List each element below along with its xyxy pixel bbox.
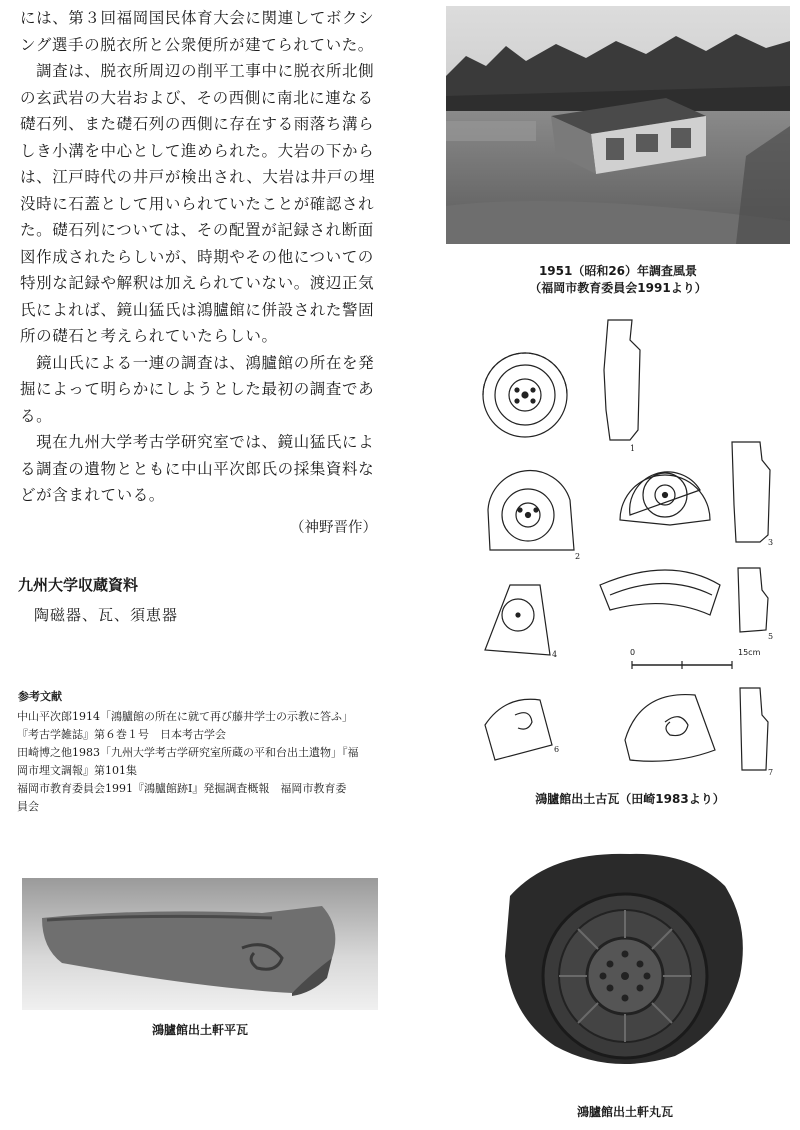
body-text-line: しき小溝を中心として進められた。大岩の下から bbox=[20, 141, 375, 160]
flat-tile-photo bbox=[22, 878, 378, 1010]
reference-line: 中山平次郎1914「鴻臚館の所在に就て再び藤井学士の示教に答ふ」 bbox=[17, 710, 353, 723]
author-credit: （神野晋作） bbox=[290, 520, 377, 536]
body-text-line: 氏によれば、鏡山猛氏は鴻臚館に併設された警固 bbox=[20, 300, 375, 319]
tile-drawing-7 bbox=[625, 695, 715, 762]
tile-drawings bbox=[470, 310, 790, 780]
body-text-line: 没時に石蓋として用いられていたことが確認され bbox=[20, 194, 375, 213]
body-text-line: は、江戸時代の井戸が検出され、大岩は井戸の埋 bbox=[20, 168, 376, 186]
reference-line: 福岡市教育委員会1991『鴻臚館跡Ⅰ』発掘調査概報 福岡市教育委 bbox=[17, 782, 347, 795]
round-tile-photo bbox=[490, 846, 760, 1076]
body-text-line: 掘によって明らかにしようとした最初の調査であ bbox=[20, 380, 375, 398]
references-list bbox=[17, 708, 387, 816]
survey-photo bbox=[446, 6, 790, 244]
survey-photo-caption-2: （福岡市教育委員会1991より） bbox=[529, 281, 707, 295]
tile-drawing-4 bbox=[485, 585, 550, 655]
body-text-line: ング選手の脱衣所と公衆便所が建てられていた。 bbox=[20, 35, 374, 54]
drawing-number-3: 3 bbox=[768, 538, 774, 547]
references-title: 参考文献 bbox=[18, 690, 62, 703]
scale-start-label: 0 bbox=[630, 648, 636, 657]
tile-drawing-5 bbox=[600, 570, 720, 615]
body-text-line: る。 bbox=[20, 406, 53, 425]
collection-items: 陶磁器、瓦、須恵器 bbox=[34, 606, 179, 624]
round-tile-caption: 鴻臚館出土軒丸瓦 bbox=[576, 1105, 673, 1119]
body-text-line: る調査の遺物とともに中山平次郎氏の採集資料な bbox=[20, 459, 375, 478]
drawing-number-1: 1 bbox=[630, 444, 636, 453]
reference-line: 員会 bbox=[17, 800, 39, 813]
body-text-line: 所の礎石と考えられていたらしい。 bbox=[20, 327, 278, 345]
body-text-line: 図作成されたらしいが、時期やその他についての bbox=[20, 247, 374, 266]
collection-title: 九州大学収蔵資料 bbox=[18, 576, 139, 594]
body-text bbox=[20, 5, 390, 536]
drawing-number-5: 5 bbox=[768, 632, 774, 641]
body-text-line: どが含まれている。 bbox=[20, 486, 165, 504]
drawing-number-6: 6 bbox=[554, 745, 560, 754]
scale-end-label: 15cm bbox=[738, 648, 761, 657]
tile-drawing-3 bbox=[620, 472, 710, 525]
body-text-line: には、第３回福岡国民体育大会に関連してボクシ bbox=[20, 9, 375, 27]
body-text-line: 現在九州大学考古学研究室では、鏡山猛氏によ bbox=[20, 433, 375, 451]
tile-drawing-2 bbox=[488, 471, 574, 550]
body-text-line: た。礎石列については、その配置が記録され断面 bbox=[20, 221, 374, 239]
drawing-number-2: 2 bbox=[575, 552, 581, 561]
drawing-number-4: 4 bbox=[552, 650, 558, 659]
body-text-line: 特別な記録や解釈は加えられていない。渡辺正気 bbox=[20, 274, 375, 292]
tile-drawing-6 bbox=[485, 699, 552, 760]
survey-photo-caption-1: 1951（昭和26）年調査風景 bbox=[538, 264, 698, 278]
reference-line: 『考古学雑誌』第６巻１号 日本考古学会 bbox=[17, 728, 226, 741]
tile-drawings-caption: 鴻臚館出土古瓦（田崎1983より） bbox=[535, 792, 725, 806]
tile-drawing-1 bbox=[483, 353, 567, 437]
reference-line: 田崎博之他1983「九州大学考古学研究室所蔵の平和台出土遺物」『福 bbox=[17, 746, 359, 759]
scale-bar bbox=[632, 661, 732, 669]
flat-tile-caption: 鴻臚館出土軒平瓦 bbox=[151, 1023, 248, 1037]
drawing-number-7: 7 bbox=[768, 768, 774, 777]
body-text-line: 礎石列、また礎石列の西側に存在する雨落ち溝ら bbox=[20, 115, 375, 133]
body-text-line: 鏡山氏による一連の調査は、鴻臚館の所在を発 bbox=[20, 353, 375, 372]
body-text-line: の玄武岩の大岩および、その西側に南北に連なる bbox=[20, 88, 374, 107]
body-text-line: 調査は、脱衣所周辺の削平工事中に脱衣所北側 bbox=[20, 62, 375, 80]
reference-line: 岡市埋文調報』第101集 bbox=[17, 764, 137, 777]
